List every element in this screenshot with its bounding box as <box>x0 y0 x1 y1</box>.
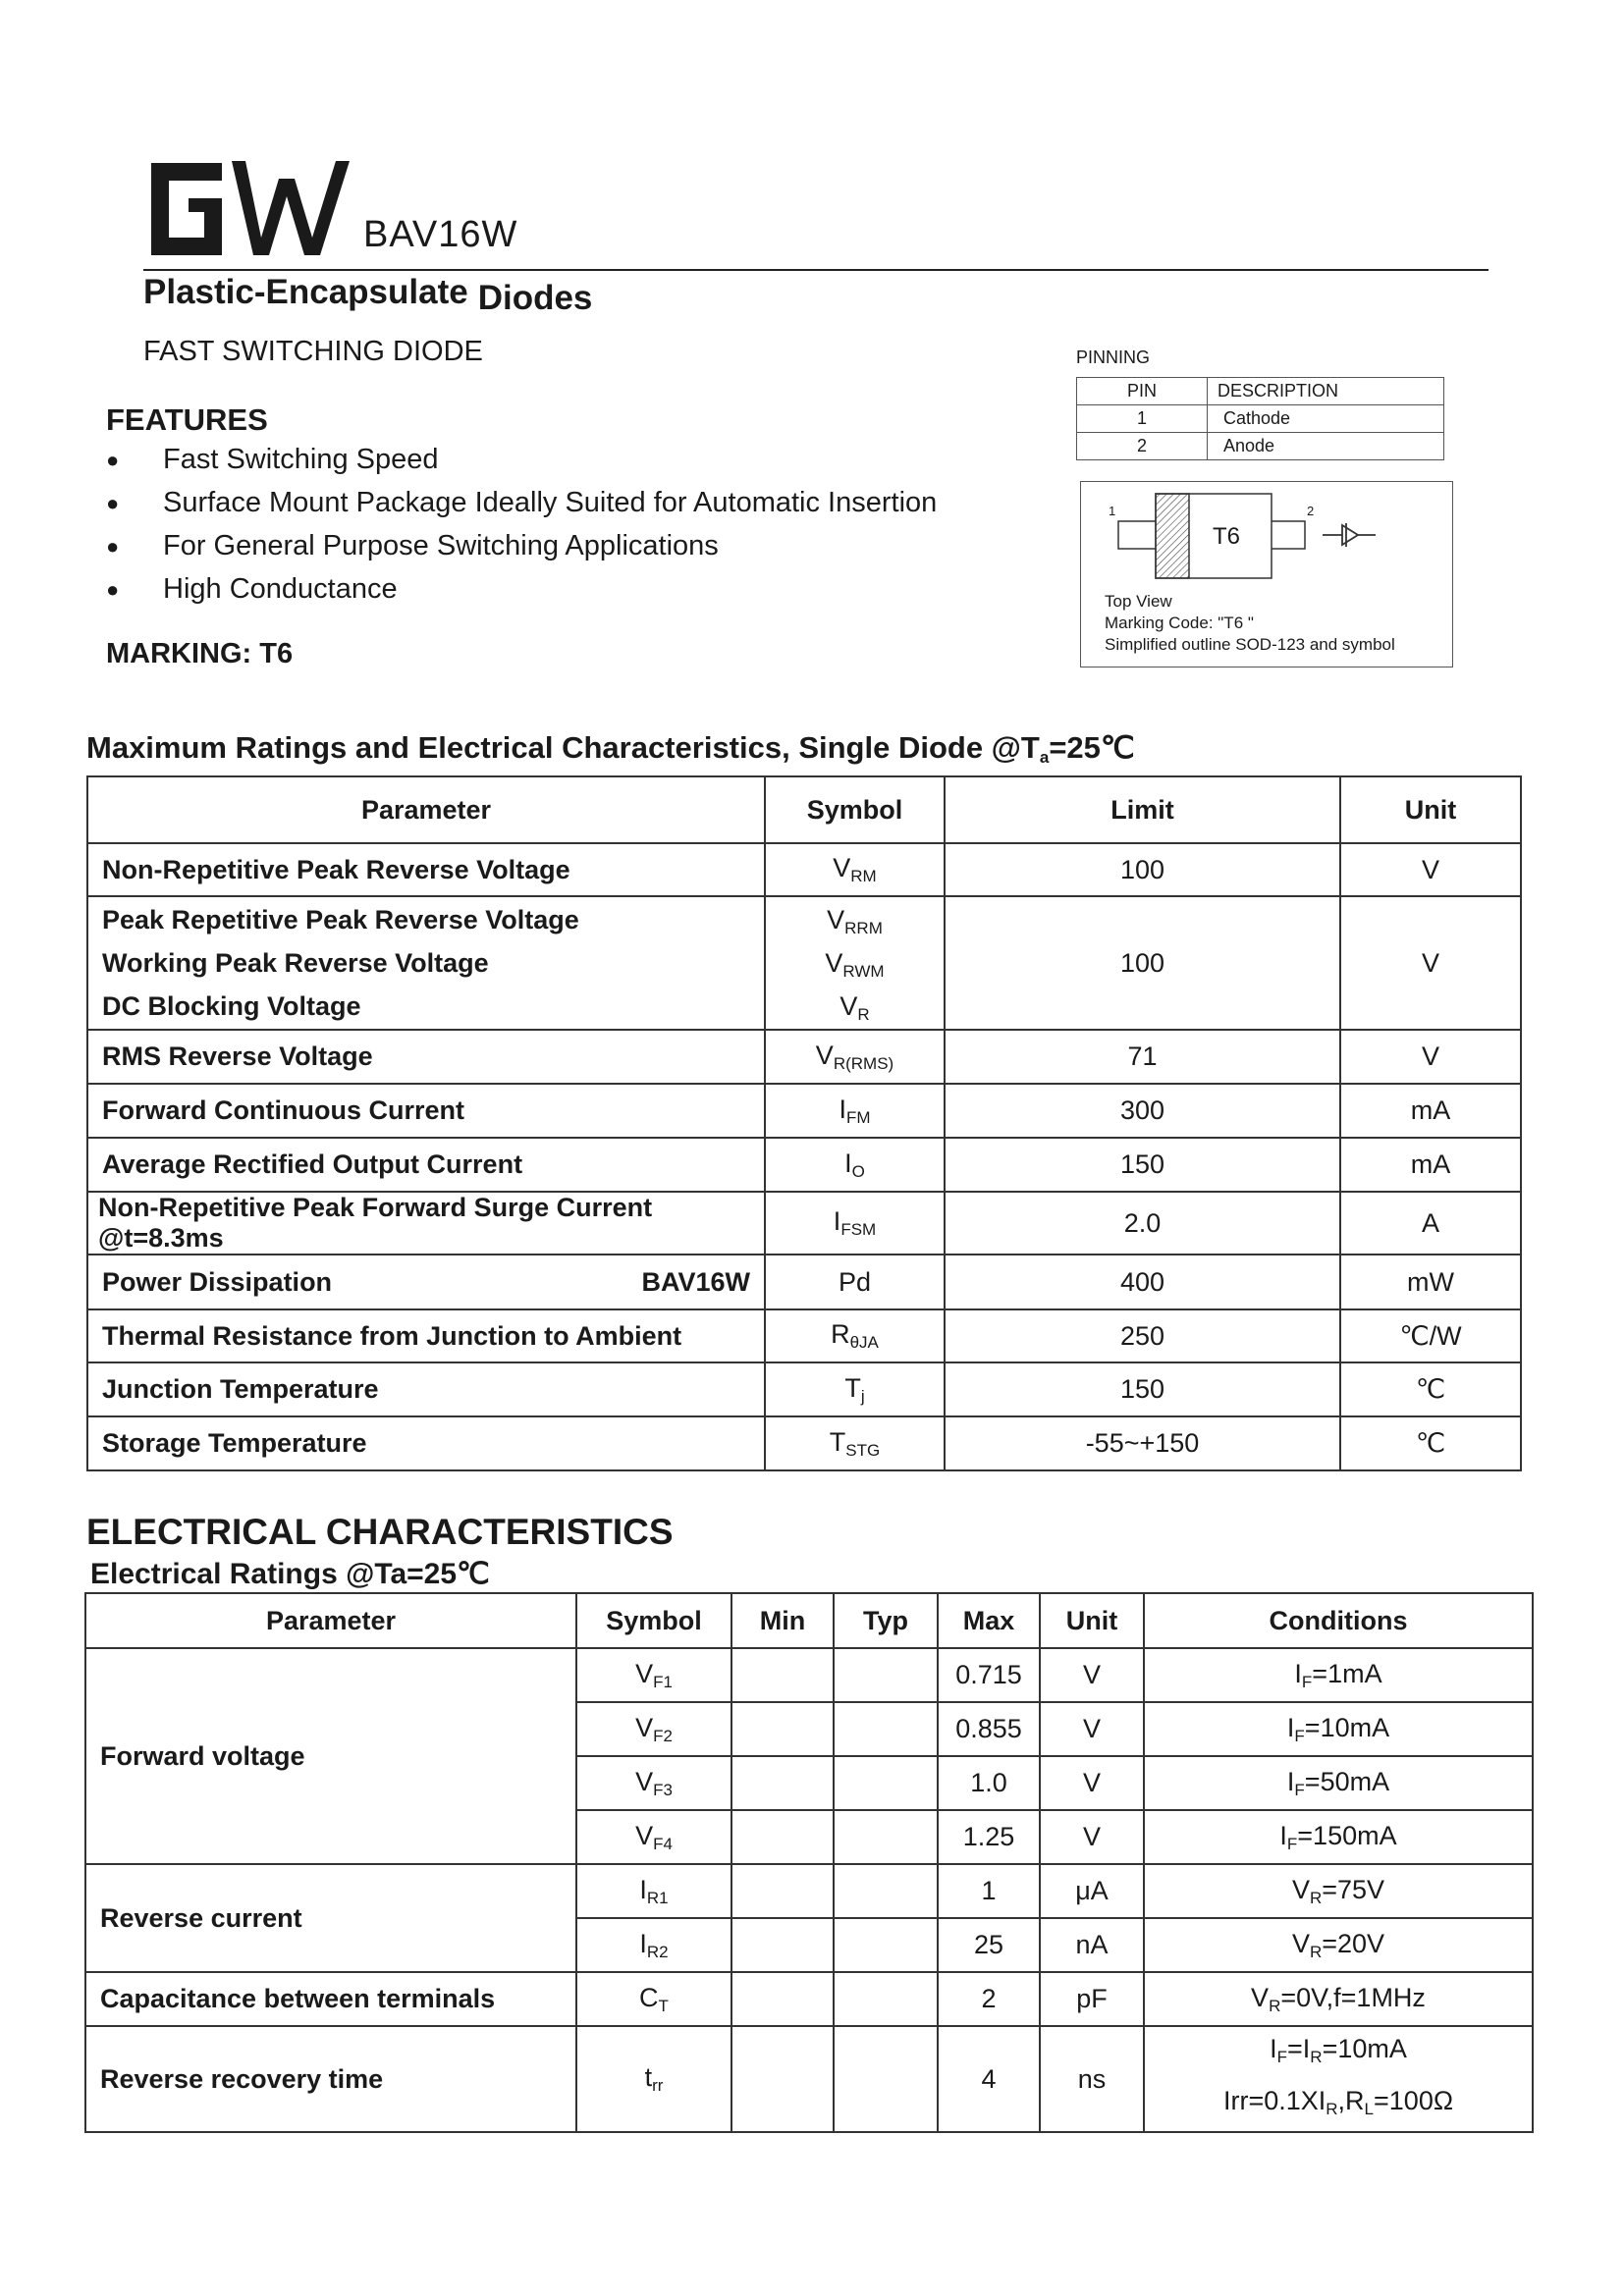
title-part-2: Diodes <box>477 279 593 317</box>
feature-text: Surface Mount Package Ideally Suited for Automatic Insertion <box>163 487 938 518</box>
symbol-cell: $T_j$ <box>765 1362 945 1416</box>
bullet-icon: ● <box>106 448 120 473</box>
limit-cell: 71 <box>945 1030 1340 1084</box>
limit-cell: 300 <box>945 1084 1340 1138</box>
table-row <box>87 896 1521 1030</box>
feature-text: Fast Switching Speed <box>163 444 439 475</box>
unit-cell: mW <box>1340 1255 1521 1309</box>
unit-cell: A <box>1340 1192 1521 1255</box>
header-typ: Typ <box>834 1593 938 1648</box>
table-row <box>1077 378 1444 405</box>
symbol-cell: Pd <box>765 1255 945 1309</box>
param-cell: Non-Repetitive Peak Reverse Voltage <box>87 843 765 896</box>
unit-cell: ℃ <box>1340 1416 1521 1470</box>
param-cell: Forward Continuous Current <box>87 1084 765 1138</box>
table-row <box>85 1972 1533 2026</box>
typ-cell <box>834 1864 938 1918</box>
param-line: Working Peak Reverse Voltage <box>102 948 489 978</box>
condition-cell: $V_R=0V,f=1MHz$ <box>1144 1972 1533 2026</box>
unit-cell: V <box>1340 843 1521 896</box>
caption-top-view: Top View <box>1105 592 1172 611</box>
max-cell: 1.25 <box>938 1810 1040 1864</box>
symbol-cell: $C_T$ <box>576 1972 731 2026</box>
typ-cell <box>834 1810 938 1864</box>
header-conditions: Conditions <box>1144 1593 1533 1648</box>
header-parameter: Parameter <box>87 776 765 843</box>
typ-cell <box>834 1972 938 2026</box>
header-symbol: Symbol <box>765 776 945 843</box>
pin-number: 2 <box>1077 433 1208 460</box>
min-cell <box>731 1918 834 1972</box>
condition-cell: $I_F=150mA$ <box>1144 1810 1533 1864</box>
unit-cell: V <box>1040 1702 1144 1756</box>
header-unit: Unit <box>1040 1593 1144 1648</box>
param-cell: Forward voltage <box>85 1648 576 1864</box>
limit-cell: 100 <box>945 843 1340 896</box>
unit-cell: V <box>1340 1030 1521 1084</box>
pinning-table <box>1076 377 1444 460</box>
unit-cell: V <box>1340 896 1521 1030</box>
title-part-1: Plastic-Encapsulate <box>143 273 468 311</box>
header-max: Max <box>938 1593 1040 1648</box>
min-cell <box>731 1810 834 1864</box>
typ-cell <box>834 1648 938 1702</box>
caption-outline: Simplified outline SOD-123 and symbol <box>1105 635 1395 654</box>
unit-cell: V <box>1040 1648 1144 1702</box>
feature-text: High Conductance <box>163 573 398 605</box>
unit-cell: ℃ <box>1340 1362 1521 1416</box>
caption-marking-code: Marking Code: "T6 " <box>1105 614 1254 632</box>
symbol-cell: $I_O$ <box>765 1138 945 1192</box>
table-row <box>87 1192 1521 1255</box>
min-cell <box>731 1648 834 1702</box>
unit-cell: V <box>1040 1810 1144 1864</box>
symbol-cell: $V_{F2}$ <box>576 1702 731 1756</box>
header-divider <box>143 269 1489 271</box>
header-limit: Limit <box>945 776 1340 843</box>
page-title <box>143 273 593 317</box>
param-cell <box>87 896 765 1030</box>
min-cell <box>731 1972 834 2026</box>
package-marking: T6 <box>1213 523 1241 550</box>
min-cell <box>731 1702 834 1756</box>
unit-cell: mA <box>1340 1084 1521 1138</box>
min-cell <box>731 1756 834 1810</box>
table-row <box>85 1864 1533 1918</box>
limit-cell: 2.0 <box>945 1192 1340 1255</box>
param-cell: Junction Temperature <box>87 1362 765 1416</box>
header-unit: Unit <box>1340 776 1521 843</box>
limit-cell: 400 <box>945 1255 1340 1309</box>
param-cell: Thermal Resistance from Junction to Ambient <box>87 1309 765 1362</box>
param-line: Peak Repetitive Peak Reverse Voltage <box>102 905 579 934</box>
package-outline <box>1080 481 1453 667</box>
max-cell: 1 <box>938 1864 1040 1918</box>
condition-cell: $V_R=75V$ <box>1144 1864 1533 1918</box>
symbol-cell: $I_{FM}$ <box>765 1084 945 1138</box>
electrical-table <box>84 1592 1534 2133</box>
table-row <box>87 843 1521 896</box>
feature-text: For General Purpose Switching Applications <box>163 530 719 561</box>
condition-cell <box>1144 2026 1533 2132</box>
typ-cell <box>834 2026 938 2132</box>
table-row <box>87 1084 1521 1138</box>
unit-cell: V <box>1040 1756 1144 1810</box>
limit-cell: 150 <box>945 1138 1340 1192</box>
param-cell: RMS Reverse Voltage <box>87 1030 765 1084</box>
feature-item <box>106 530 719 562</box>
typ-cell <box>834 1702 938 1756</box>
symbol-cell: $I_{R1}$ <box>576 1864 731 1918</box>
pin-number: 1 <box>1077 405 1208 433</box>
device-subtitle: FAST SWITCHING DIODE <box>143 336 483 367</box>
marking-label: MARKING: T6 <box>106 638 294 669</box>
symbol-cell: $V_{RM}$ <box>765 843 945 896</box>
header-symbol: Symbol <box>576 1593 731 1648</box>
feature-item <box>106 487 937 519</box>
title-text: Maximum Ratings and Electrical Characteristics, Single Diode @T <box>86 730 1040 765</box>
condition-cell: $I_F=1mA$ <box>1144 1648 1533 1702</box>
table-row <box>1077 433 1444 460</box>
symbol-cell: $R_{\theta JA}$ <box>765 1309 945 1362</box>
feature-item <box>106 444 438 476</box>
pin-description: Anode <box>1208 433 1444 460</box>
unit-cell: nA <box>1040 1918 1144 1972</box>
param-line: DC Blocking Voltage <box>102 991 361 1021</box>
param-cell: Storage Temperature <box>87 1416 765 1470</box>
pin-description: Cathode <box>1208 405 1444 433</box>
condition-cell: $I_F=10mA$ <box>1144 1702 1533 1756</box>
unit-cell: mA <box>1340 1138 1521 1192</box>
part-tag: BAV16W <box>641 1266 750 1297</box>
condition-line: $Irr=0.1XI_R,R_L=100\Omega$ <box>1222 2086 1454 2118</box>
symbol-cell: $I_{R2}$ <box>576 1918 731 1972</box>
param-cell: Non-Repetitive Peak Forward Surge Current @t=8.3ms <box>87 1192 765 1255</box>
symbol-cell: $I_{FSM}$ <box>765 1192 945 1255</box>
table-row <box>87 1255 1521 1309</box>
symbol-cell: $V_{R(RMS)}$ <box>765 1030 945 1084</box>
description-header: DESCRIPTION <box>1208 378 1444 405</box>
pinning-heading: PINNING <box>1076 347 1151 367</box>
bullet-icon: ● <box>106 577 120 603</box>
param-cell: Reverse recovery time <box>85 2026 576 2132</box>
part-number: BAV16W <box>363 214 518 255</box>
max-ratings-title <box>86 730 1135 768</box>
header-parameter: Parameter <box>85 1593 576 1648</box>
symbol-cell: $t_{rr}$ <box>576 2026 731 2132</box>
symbol-cell: $V_{F4}$ <box>576 1810 731 1864</box>
table-row <box>85 1648 1533 1702</box>
max-cell: 2 <box>938 1972 1040 2026</box>
max-cell: 4 <box>938 2026 1040 2132</box>
max-cell: 0.855 <box>938 1702 1040 1756</box>
table-row <box>87 1138 1521 1192</box>
table-header-row <box>87 776 1521 843</box>
header-min: Min <box>731 1593 834 1648</box>
limit-cell: -55~+150 <box>945 1416 1340 1470</box>
condition-line: $I_F=I_R=10mA$ <box>1270 2034 1407 2066</box>
sod123-outline-icon <box>1081 482 1454 600</box>
table-row <box>87 1309 1521 1362</box>
table-row <box>87 1030 1521 1084</box>
unit-cell: ns <box>1040 2026 1144 2132</box>
symbol-cell: $T_{STG}$ <box>765 1416 945 1470</box>
symbol-cell: $V_{F1}$ <box>576 1648 731 1702</box>
typ-cell <box>834 1918 938 1972</box>
pin2-label: 2 <box>1307 504 1315 518</box>
symbol-cell: $V_{RRM}$ $V_{RWM}$ $V_R$ <box>765 896 945 1030</box>
unit-cell: μA <box>1040 1864 1144 1918</box>
condition-cell: $I_F=50mA$ <box>1144 1756 1533 1810</box>
table-header-row <box>85 1593 1533 1648</box>
table-row <box>87 1416 1521 1470</box>
max-cell: 0.715 <box>938 1648 1040 1702</box>
limit-cell: 150 <box>945 1362 1340 1416</box>
unit-cell: ℃/W <box>1340 1309 1521 1362</box>
symbol-cell: $V_{F3}$ <box>576 1756 731 1810</box>
title-sub: a <box>1039 748 1050 767</box>
max-cell: 1.0 <box>938 1756 1040 1810</box>
feature-item <box>106 573 398 606</box>
param-cell: Capacitance between terminals <box>85 1972 576 2026</box>
table-row <box>87 1362 1521 1416</box>
pin-header: PIN <box>1077 378 1208 405</box>
condition-cell: $V_R=20V$ <box>1144 1918 1533 1972</box>
min-cell <box>731 2026 834 2132</box>
pin1-label: 1 <box>1109 504 1116 518</box>
min-cell <box>731 1864 834 1918</box>
electrical-subtitle: Electrical Ratings @Ta=25℃ <box>90 1558 490 1590</box>
bullet-icon: ● <box>106 491 120 516</box>
table-row <box>85 2026 1533 2132</box>
table-row <box>1077 405 1444 433</box>
title-end: =25℃ <box>1049 730 1135 765</box>
param-text: Power Dissipation <box>102 1266 333 1297</box>
gw-logo <box>143 157 355 259</box>
typ-cell <box>834 1756 938 1810</box>
limit-cell: 250 <box>945 1309 1340 1362</box>
unit-cell: pF <box>1040 1972 1144 2026</box>
features-heading: FEATURES <box>106 402 268 437</box>
limit-cell: 100 <box>945 896 1340 1030</box>
bullet-icon: ● <box>106 534 120 560</box>
electrical-title: ELECTRICAL CHARACTERISTICS <box>86 1512 674 1552</box>
param-cell <box>87 1255 765 1309</box>
max-ratings-table <box>86 775 1522 1471</box>
param-cell: Average Rectified Output Current <box>87 1138 765 1192</box>
param-cell: Reverse current <box>85 1864 576 1972</box>
max-cell: 25 <box>938 1918 1040 1972</box>
